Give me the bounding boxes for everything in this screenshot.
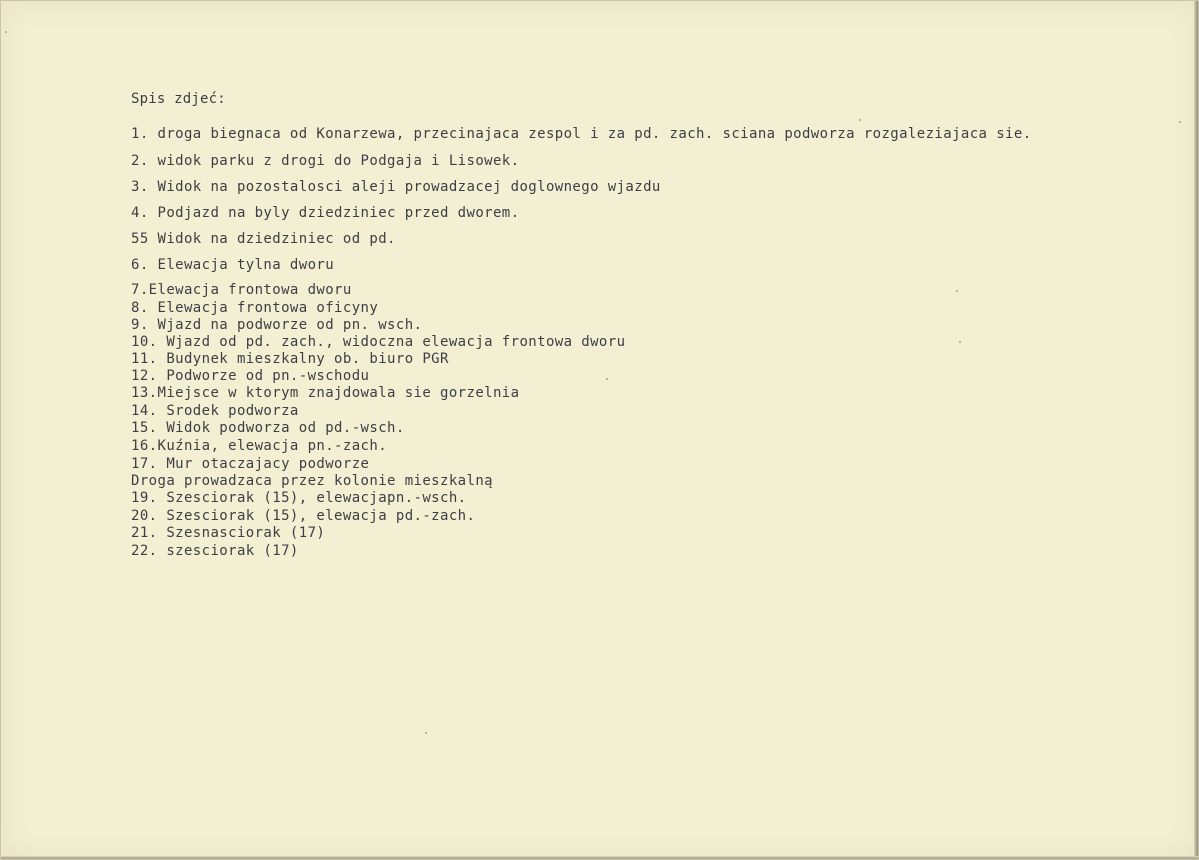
document-heading: Spis zdjeć:: [131, 91, 226, 107]
page-right-edge: [1194, 1, 1198, 859]
list-item: 17. Mur otaczajacy podworze: [131, 456, 370, 472]
list-item: 22. szesciorak (17): [131, 543, 299, 559]
list-item: 3. Widok na pozostalosci aleji prowadzacej doglownego wjazdu: [131, 179, 661, 195]
list-item: Droga prowadzaca przez kolonie mieszkalną: [131, 473, 493, 489]
list-item: 19. Szesciorak (15), elewacjapn.-wsch.: [131, 490, 467, 506]
paper-speck: [1179, 121, 1181, 123]
paper-speck: [859, 119, 861, 121]
list-item: 12. Podworze od pn.-wschodu: [131, 368, 370, 384]
list-item: 21. Szesnasciorak (17): [131, 525, 326, 541]
paper-speck: [5, 31, 7, 33]
list-item: 9. Wjazd na podworze od pn. wsch.: [131, 317, 423, 333]
paper-speck: [425, 732, 427, 734]
list-item: 14. Srodek podworza: [131, 403, 299, 419]
page-bottom-edge: [1, 856, 1198, 859]
list-item: 10. Wjazd od pd. zach., widoczna elewacja frontowa dworu: [131, 334, 626, 350]
list-item: 15. Widok podworza od pd.-wsch.: [131, 420, 405, 436]
list-item: 11. Budynek mieszkalny ob. biuro PGR: [131, 351, 449, 367]
list-item: 4. Podjazd na byly dziedziniec przed dworem.: [131, 205, 520, 221]
list-item: 16.Kuźnia, elewacja pn.-zach.: [131, 438, 388, 454]
list-item: 20. Szesciorak (15), elewacja pd.-zach.: [131, 508, 476, 524]
paper-speck: [956, 290, 958, 292]
list-item: 8. Elewacja frontowa oficyny: [131, 300, 379, 316]
list-item: 1. droga biegnaca od Konarzewa, przecinajaca zespol i za pd. zach. sciana podworza rozgaleziajaca sie.: [131, 126, 1032, 142]
list-item: 6. Elewacja tylna dworu: [131, 257, 335, 273]
list-item: 13.Miejsce w ktorym znajdowala sie gorzelnia: [131, 385, 520, 401]
list-item: 2. widok parku z drogi do Podgaja i Lisowek.: [131, 153, 520, 169]
paper-speck: [959, 341, 961, 343]
paper-speck: [606, 378, 608, 380]
list-item: 7.Elewacja frontowa dworu: [131, 282, 352, 298]
list-item: 55 Widok na dziedziniec od pd.: [131, 231, 396, 247]
